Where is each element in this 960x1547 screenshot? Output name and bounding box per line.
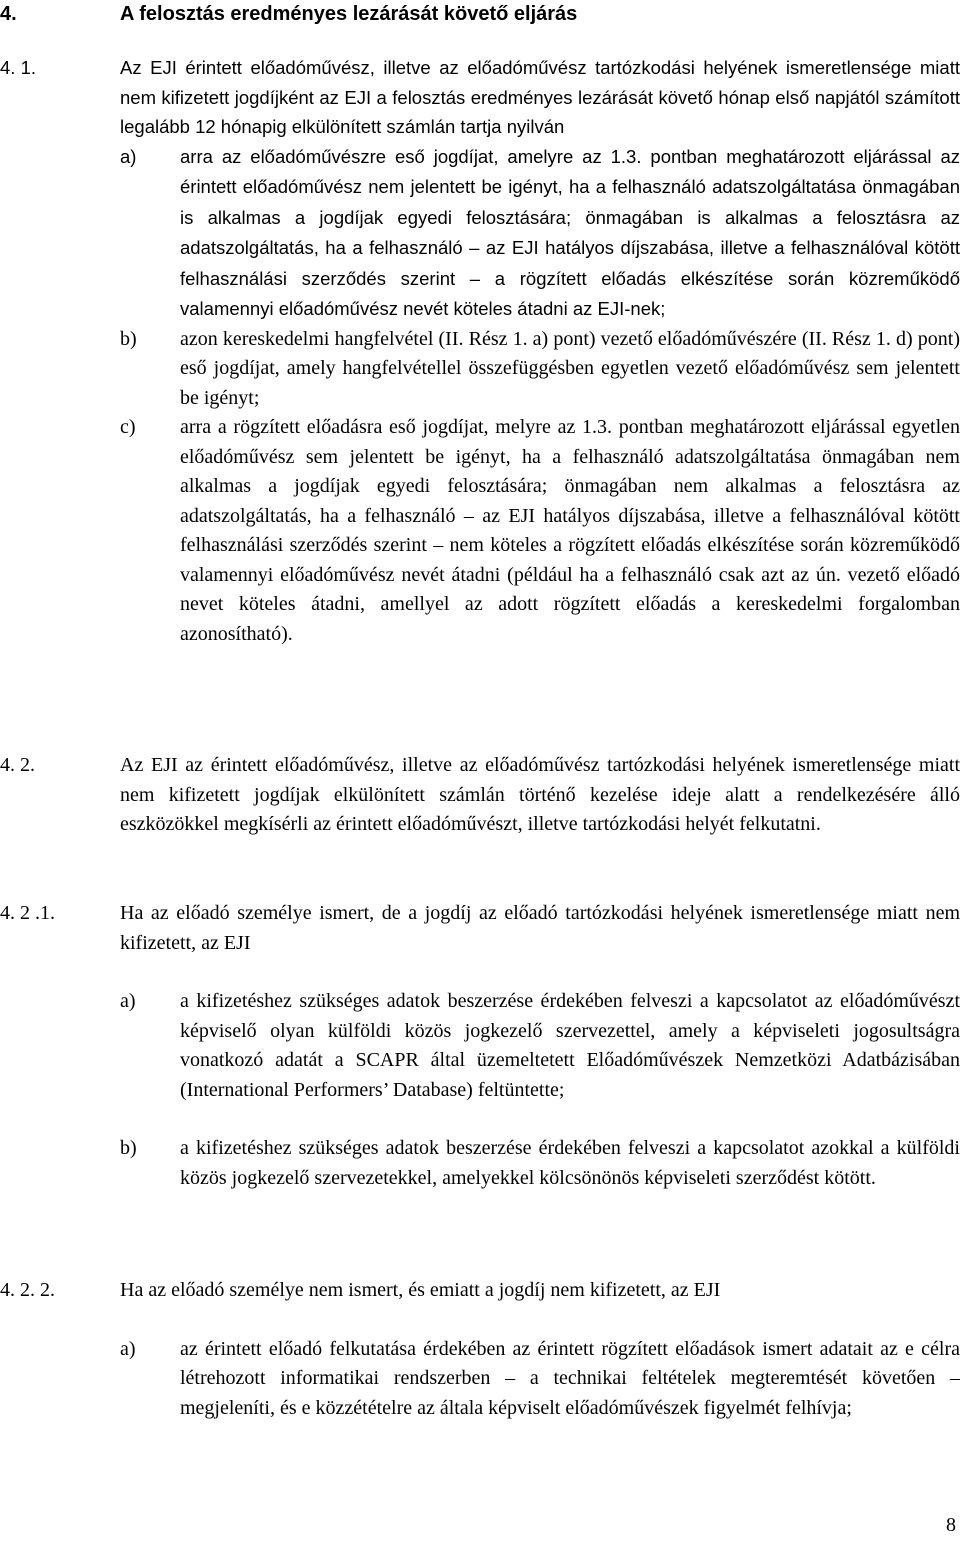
list-item-a — [120, 987, 960, 1105]
list-marker: a) — [120, 1337, 136, 1360]
list-item-text: a kifizetéshez szükséges adatok beszerzése érdekében felveszi a kapcsolatot azokkal a külföldi közös jogkezelő szervezetekkel, amelyekkel kölcsönönös képviseleti szerződést kötött. — [180, 1137, 960, 1189]
paragraph-number: 4. 2. — [0, 754, 35, 776]
list-marker: c) — [120, 416, 136, 438]
list-marker: b) — [120, 1137, 137, 1159]
list-item-c — [120, 413, 960, 649]
paragraph-intro: Ha az előadó személye ismert, de a jogdíj az előadó tartózkodási helyének ismeretlensége miatt nem kifizetett, az EJI — [120, 902, 960, 954]
list-item-a — [120, 142, 960, 325]
list-item-b — [120, 325, 960, 414]
paragraph-4-2 — [0, 751, 960, 840]
list-marker: a) — [120, 145, 137, 167]
list-item-text — [180, 142, 960, 325]
list-item-a — [120, 1335, 960, 1424]
paragraph-4-2-1 — [0, 899, 960, 1193]
paragraph-4-1 — [0, 53, 960, 649]
list-item-b — [120, 1134, 960, 1193]
paragraph-intro: Az EJI érintett előadóművész, illetve az előadóművész tartózkodási helyének ismeretlensége miatt nem kifizetett jogdíjként az EJI a felosztás eredményes lezárását követő hónap első napjától számított legalább 12 hónapig elkülönített számlán tartja nyilván — [120, 57, 960, 137]
paragraph-4-2-2 — [0, 1276, 960, 1423]
list-item-text: arra a rögzített előadásra eső jogdíjat, melyre az 1.3. pontban meghatározott eljárással egyetlen előadóművész sem jelentett be igényt, ha a felhasználó adatszolgáltatása önmagában nem alkalmas a jogdíjak egyedi felosztására; önmagában nem alkalmas a felosztásra az adatszolgáltatás, ha a felhasználó – az EJI hatályos díjszabása, illetve a felhasználóval kötött felhasználási szerződés szerint – nem köteles a rögzített előadás elkészítése során közreműködő valamennyi előadóművész nevét átadni (például ha a felhasználó csak azt az ún. vezető előadó nevet köteles átadni, amellyel az adott rögzített előadás a kereskedelmi forgalomban azonosítható). — [180, 416, 960, 645]
list-marker: a) — [120, 990, 136, 1012]
paragraph-number: 4. 1. — [0, 57, 36, 78]
section-heading — [0, 0, 577, 28]
paragraph-number: 4. 2 .1. — [0, 902, 55, 924]
section-number: 4. — [0, 3, 17, 25]
paragraph-text: Az EJI az érintett előadóművész, illetve az előadóművész tartózkodási helyének ismeretlensége miatt nem kifizetett jogdíjak elkülönített számlán történő kezelése ideje alatt a rendelkezésére álló eszközökkel megkísérli az érintett előadóművészt, illetve tartózkodási helyét felkutatni. — [120, 754, 960, 835]
list-item-text: azon kereskedelmi hangfelvétel (II. Rész 1. a) pont) vezető előadóművészére (II. Rész 1. d) pont) eső jogdíjat, amely hangfelvétellel összefüggésben egyetlen vezető előadóművész sem jelentett be igényt; — [180, 327, 960, 409]
list-item-text-body: arra az előadóművészre eső jogdíjat, amelyre az 1.3. pontban meghatározott eljárással az érintett előadóművész nem jelentett be igényt, ha a felhasználó adatszolgáltatása önmagában is alkalmas a jogdíjak egyedi felosztására; önmagában is alkalmas a felosztásra az adatszolgáltatás, ha a felhasználó – az EJI hatályos díjszabása, illetve a felhasználóval kötött felhasználási szerződés szerint – a rögzített előadás elkészítése során közreműködő valamennyi előadóművész nevét köteles átadni az EJI-nek; — [180, 145, 960, 319]
paragraph-intro: Ha az előadó személye nem ismert, és emiatt a jogdíj nem kifizetett, az EJI — [120, 1279, 721, 1301]
paragraph-number: 4. 2. 2. — [0, 1279, 55, 1301]
page-number: 8 — [946, 1514, 956, 1536]
list-item-text: a kifizetéshez szükséges adatok beszerzése érdekében felveszi a kapcsolatot az előadóművészt képviselő olyan külföldi közös jogkezelő szervezettel, amely a képviseleti jogosultságra vonatkozó adatát a SCAPR által üzemeltetett Előadóművészek Nemzetközi Adatbázisában (International Performers’ Database) feltüntette; — [180, 990, 960, 1101]
list-item-text: az érintett előadó felkutatása érdekében az érintett rögzített előadások ismert adatait az e célra létrehozott informatikai rendszerben – a technikai feltételek megteremtését követően – megjeleníti, és e közzétételre az általa képviselt előadóművészek figyelmét felhívja; — [180, 1337, 960, 1419]
section-title: A felosztás eredményes lezárását követő eljárás — [120, 3, 578, 25]
list-marker: b) — [120, 327, 137, 350]
